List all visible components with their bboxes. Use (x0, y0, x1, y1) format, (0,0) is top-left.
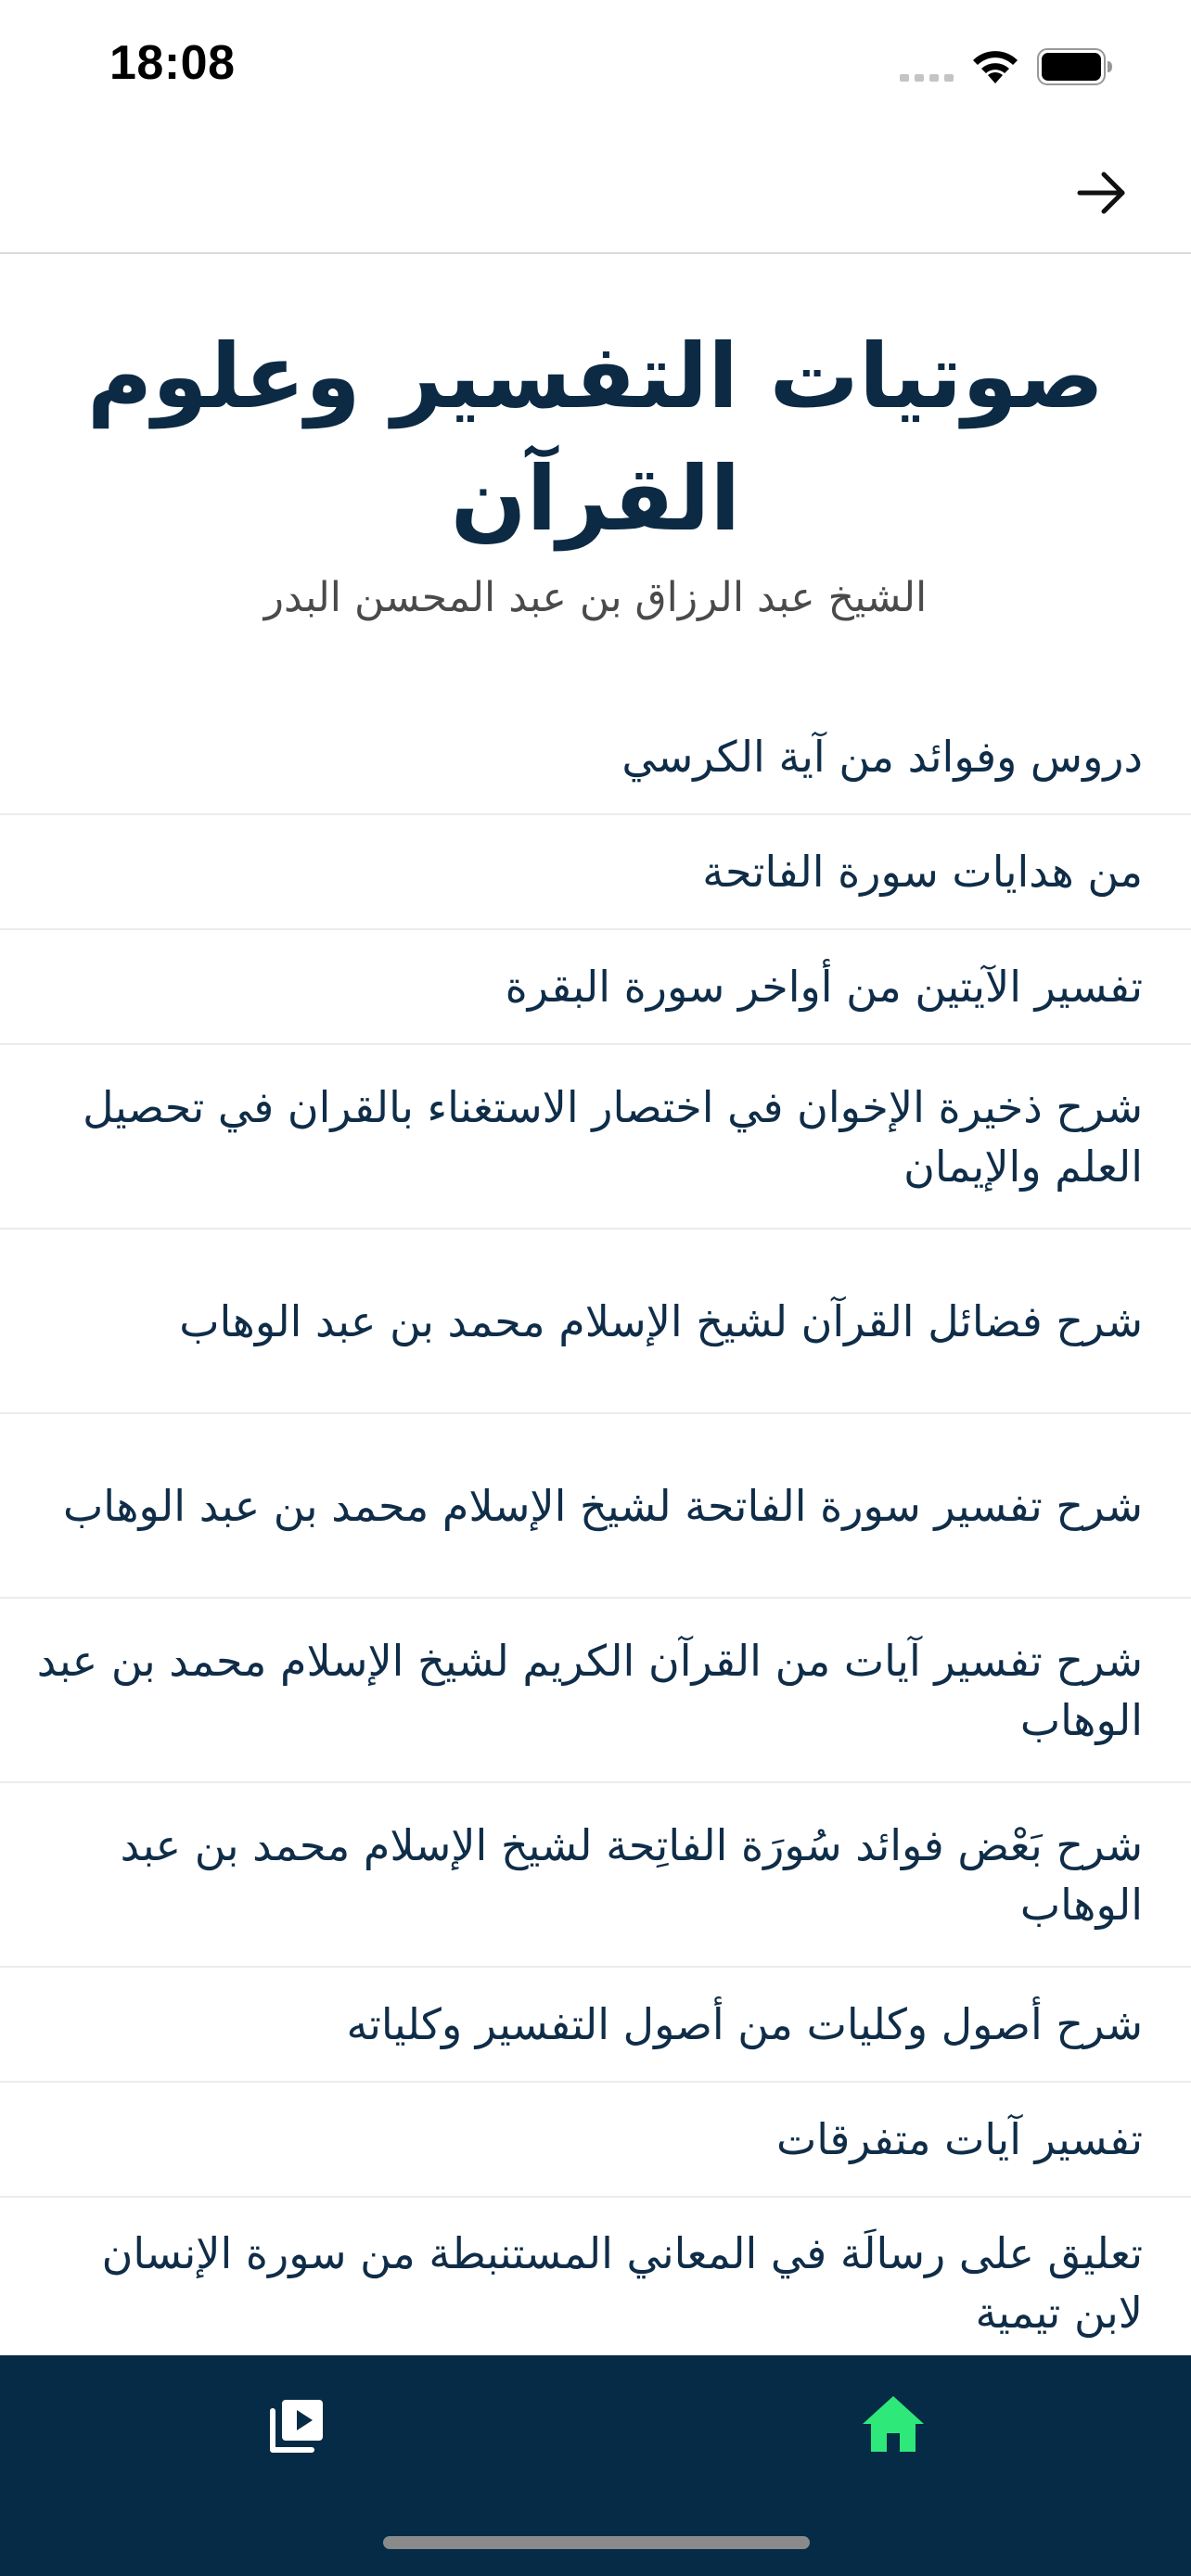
list-item-label: شرح فضائل القرآن لشيخ الإسلام محمد بن عبد الوهاب (179, 1295, 1143, 1346)
list-item-label: شرح بَعْض فوائد سُورَة الفاتِحة لشيخ الإسلام محمد بن عبد الوهاب (120, 1819, 1143, 1930)
list-item[interactable] (0, 700, 1191, 815)
list-item[interactable] (0, 1968, 1191, 2083)
list-item[interactable] (0, 815, 1191, 930)
home-indicator (383, 2536, 810, 2549)
arrow-right-icon[interactable] (1072, 163, 1132, 223)
status-bar (0, 0, 1191, 130)
list-item[interactable] (0, 1230, 1191, 1414)
page-subtitle: الشيخ عبد الرزاق بن عبد المحسن البدر (263, 574, 928, 621)
list-item[interactable] (0, 2083, 1191, 2198)
home-icon[interactable] (861, 2392, 926, 2457)
navigation-bar (0, 130, 1191, 254)
video-library-icon[interactable] (265, 2394, 328, 2457)
list-item[interactable] (0, 1045, 1191, 1230)
list-item-label: تفسير آيات متفرقات (776, 2114, 1143, 2164)
list-item-label: دروس وفوائد من آية الكرسي (621, 732, 1143, 782)
list-item[interactable] (0, 1599, 1191, 1783)
list-item-label: شرح تفسير آيات من القرآن الكريم لشيخ الإسلام محمد بن عبد الوهاب (36, 1635, 1143, 1745)
list-item-label: شرح ذخيرة الإخوان في اختصار الاستغناء بالقران في تحصيل العلم والإيمان (83, 1081, 1143, 1192)
list-item[interactable] (0, 930, 1191, 1045)
lecture-list (0, 700, 1191, 2355)
list-item-label: شرح تفسير سورة الفاتحة لشيخ الإسلام محمد بن عبد الوهاب (62, 1480, 1143, 1531)
list-item-label: شرح أصول وكليات من أصول التفسير وكلياته (346, 1999, 1143, 2049)
list-item-label: من هدايات سورة الفاتحة (702, 847, 1143, 897)
cellular-signal-icon (900, 72, 954, 83)
list-item[interactable] (0, 2198, 1191, 2355)
list-item[interactable] (0, 1414, 1191, 1599)
list-item-label: تفسير الآيتين من أواخر سورة البقرة (505, 962, 1143, 1012)
status-time: 18:08 (109, 36, 236, 90)
page-title: صوتيات التفسير وعلوم القرآن (86, 325, 1105, 551)
battery-icon (1037, 48, 1113, 85)
list-item-label: تعليق على رسالَة في المعاني المستنبطة من سورة الإنسان لابن تيمية (101, 2228, 1143, 2338)
list-item[interactable] (0, 1783, 1191, 1968)
wifi-icon (970, 46, 1020, 85)
